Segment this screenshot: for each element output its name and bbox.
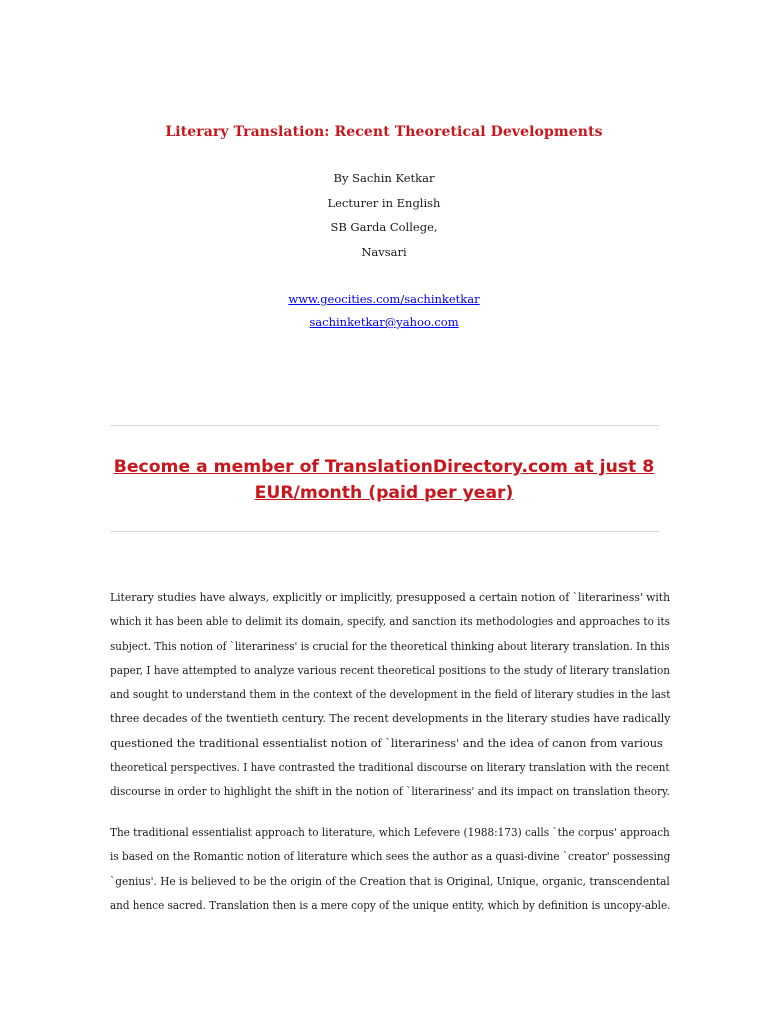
author-block bbox=[0, 166, 768, 264]
author-byline: By Sachin Ketkar bbox=[333, 171, 435, 185]
author-position: Lecturer in English bbox=[327, 195, 441, 210]
paragraph-line: Literary studies have always, explicitly or implicitly, presupposed a certain notion of `literariness' with bbox=[110, 591, 670, 604]
paragraph-line: The traditional essentialist approach to literature, which Lefevere (1988:173) calls `the corpus' approach bbox=[110, 826, 670, 839]
paragraph-2 bbox=[110, 821, 670, 918]
paragraph-line: discourse in order to highlight the shift in the notion of `literariness' and its impact on translation theory. bbox=[110, 785, 670, 799]
paragraph-line: and sought to understand them in the context of the development in the field of literary studies in the last bbox=[110, 688, 671, 702]
membership-promo-link[interactable] bbox=[114, 457, 654, 503]
author-location: Navsari bbox=[361, 244, 407, 259]
paragraph-line: paper, I have attempted to analyze various recent theoretical positions to the study of literary translation bbox=[110, 663, 671, 677]
paragraph-1 bbox=[110, 586, 670, 805]
paragraph-line: `genius'. He is believed to be the origin of the Creation that is Original, Unique, organic, transcendental bbox=[110, 874, 670, 888]
promo-line-1: Become a member of TranslationDirectory.com at just 8 bbox=[113, 457, 655, 477]
promo-line-2: EUR/month (paid per year) bbox=[254, 483, 514, 503]
divider-top bbox=[110, 425, 659, 426]
paragraph-line: which it has been able to delimit its domain, specify, and sanction its methodologies and approaches to its bbox=[110, 615, 670, 629]
contact-links bbox=[0, 288, 768, 334]
paragraph-line: three decades of the twentieth century. The recent developments in the literary studies have radically bbox=[110, 712, 671, 726]
paragraph-line: questioned the traditional essentialist notion of `literariness' and the idea of canon from various bbox=[110, 736, 663, 750]
divider-bottom bbox=[110, 531, 659, 532]
membership-promo bbox=[100, 454, 668, 506]
email-link[interactable]: sachinketkar@yahoo.com bbox=[309, 315, 459, 329]
paragraph-line: is based on the Romantic notion of literature which sees the author as a quasi-divine `creator' possessing bbox=[110, 850, 671, 864]
website-link[interactable]: www.geocities.com/sachinketkar bbox=[288, 292, 480, 306]
paragraph-line: theoretical perspectives. I have contrasted the traditional discourse on literary translation with the recent bbox=[110, 761, 670, 775]
paragraph-line: subject. This notion of `literariness' is crucial for the theoretical thinking about literary translation. In this bbox=[110, 639, 670, 653]
paragraph-line: and hence sacred. Translation then is a mere copy of the unique entity, which by definition is uncopy-able. bbox=[110, 898, 671, 912]
author-institution: SB Garda College, bbox=[330, 220, 438, 234]
document-title: Literary Translation: Recent Theoretical Developments bbox=[165, 124, 603, 140]
